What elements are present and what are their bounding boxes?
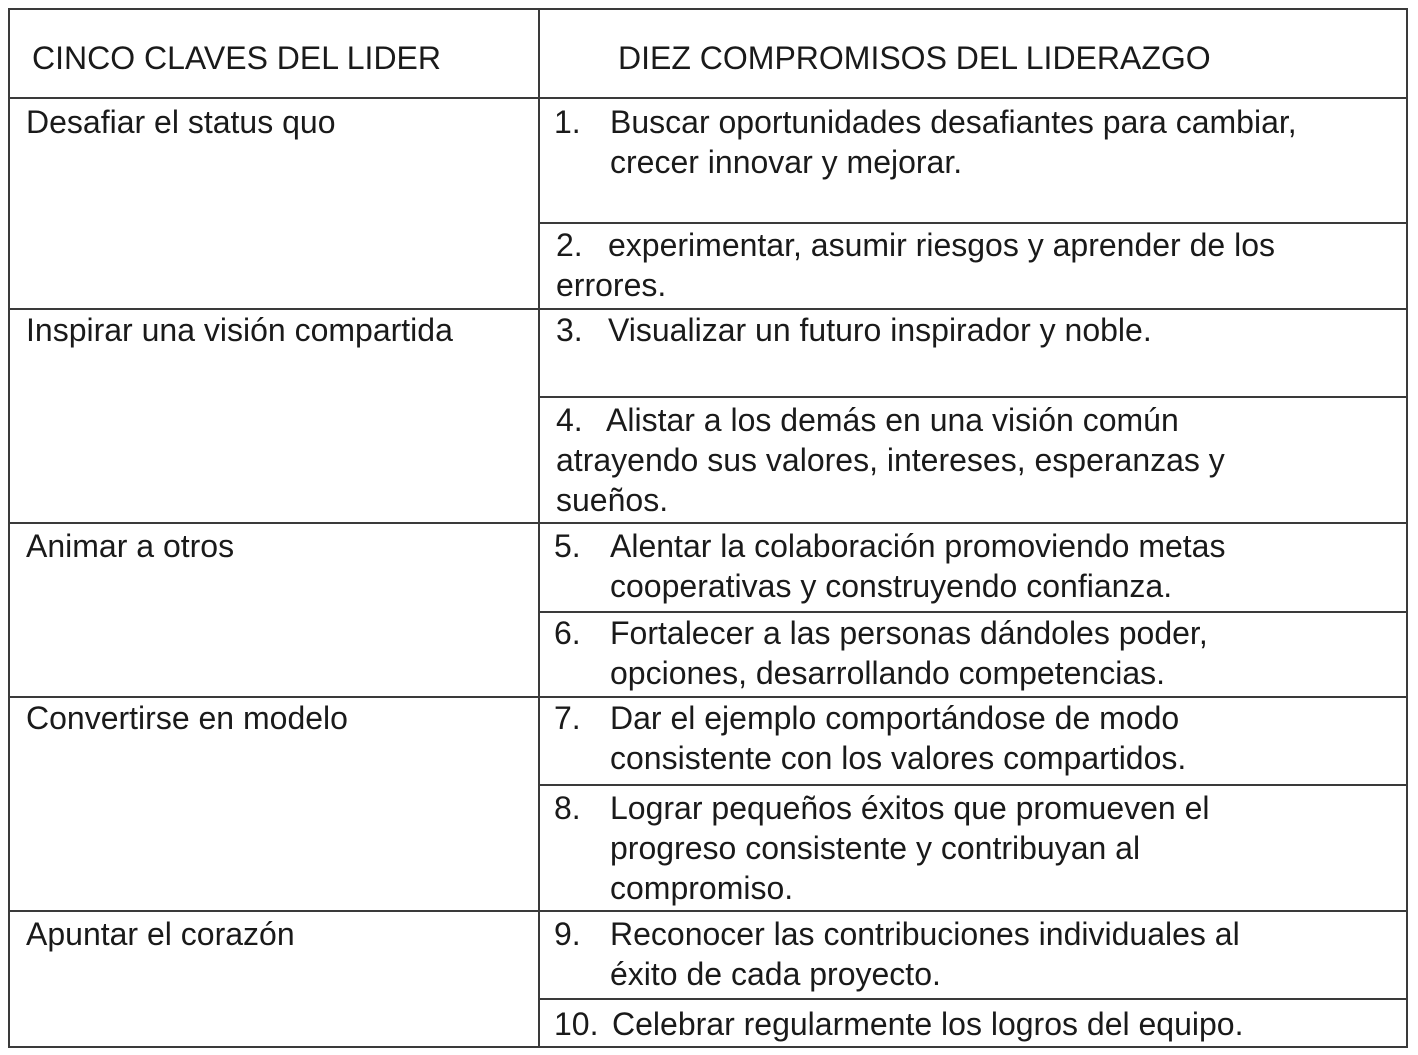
row-divider <box>540 784 1406 786</box>
commitment-number: 1. <box>554 104 581 140</box>
key-enable: Animar a otros <box>26 528 235 564</box>
column-divider <box>538 10 540 1046</box>
commitment-number: 10. <box>554 1006 599 1042</box>
commitment-text: experimentar, asumir riesgos y aprender de los errores. <box>556 227 1275 303</box>
commitment-text: Buscar oportunidades desafiantes para cambiar, crecer innovar y mejorar. <box>610 104 1297 180</box>
key-encourage: Apuntar el corazón <box>26 916 295 952</box>
leadership-table <box>8 8 1408 1048</box>
header-divider <box>10 97 1406 99</box>
commitment-number: 4. <box>556 402 583 438</box>
commitment-text: Alistar a los demás en una visión común atrayendo sus valores, intereses, esperanzas y sueños. <box>556 402 1225 518</box>
key-inspire: Inspirar una visión compartida <box>26 312 453 348</box>
commitment-number: 5. <box>554 528 581 564</box>
commitment-text: Dar el ejemplo comportándose de modo consistente con los valores compartidos. <box>610 700 1187 776</box>
header-five-keys: CINCO CLAVES DEL LIDER <box>32 40 441 76</box>
key-challenge: Desafiar el status quo <box>26 104 336 140</box>
commitment-number: 8. <box>554 790 581 826</box>
row-divider <box>10 910 1406 912</box>
commitment-number: 9. <box>554 916 581 952</box>
commitment-text: Reconocer las contribuciones individuales al éxito de cada proyecto. <box>610 916 1240 992</box>
commitment-text: Visualizar un futuro inspirador y noble. <box>608 312 1152 348</box>
row-divider <box>540 998 1406 1000</box>
header-ten-commitments: DIEZ COMPROMISOS DEL LIDERAZGO <box>618 40 1211 76</box>
key-model: Convertirse en modelo <box>26 700 348 736</box>
row-divider <box>540 222 1406 224</box>
commitment-number: 7. <box>554 700 581 736</box>
row-divider <box>540 396 1406 398</box>
commitment-text: Alentar la colaboración promoviendo metas cooperativas y construyendo confianza. <box>610 528 1226 604</box>
commitment-text: Fortalecer a las personas dándoles poder, opciones, desarrollando competencias. <box>610 615 1208 691</box>
commitment-number: 2. <box>556 227 583 263</box>
commitment-text: Lograr pequeños éxitos que promueven el progreso consistente y contribuyan al compromiso. <box>610 790 1210 906</box>
row-divider <box>10 522 1406 524</box>
commitment-text: Celebrar regularmente los logros del equipo. <box>612 1006 1244 1042</box>
commitment-number: 6. <box>554 615 581 651</box>
commitment-number: 3. <box>556 312 583 348</box>
